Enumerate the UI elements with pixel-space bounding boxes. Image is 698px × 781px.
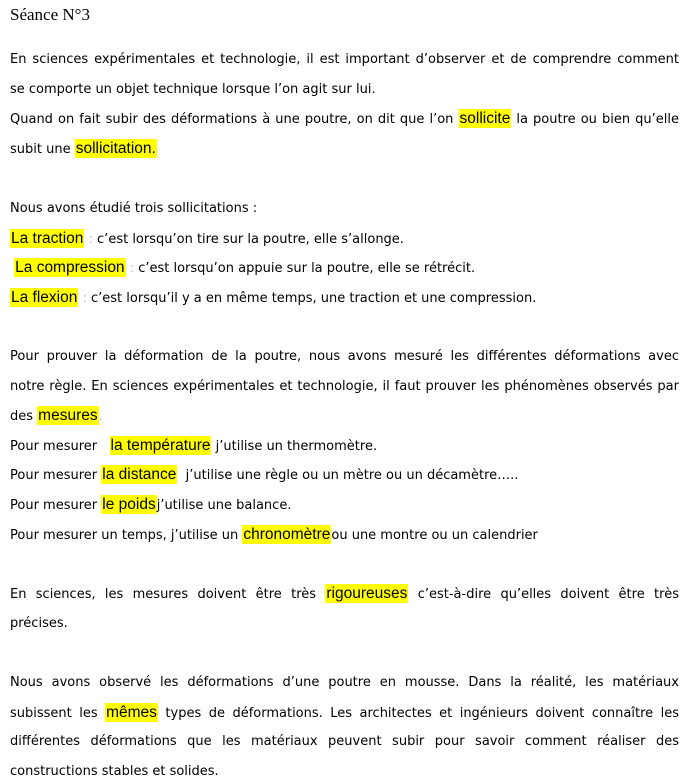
- measure-line: [10, 467, 518, 484]
- text-segment: Pour mesurer: [10, 468, 98, 483]
- definition-text: c’est lorsqu’il y a en même temps, une traction et une compression.: [86, 291, 537, 306]
- paragraph-line: Nous avons étudié trois sollicitations :: [10, 201, 258, 216]
- highlighted-term: chronomètre: [243, 526, 331, 543]
- text-segment: la poutre ou bien qu’elle: [516, 112, 679, 127]
- measure-line: [10, 438, 377, 455]
- separator: :: [125, 261, 135, 276]
- definition-text: c’est lorsqu’on appuie sur la poutre, elle se rétrécit.: [134, 261, 476, 276]
- paragraph-line: [10, 111, 679, 128]
- highlighted-term: rigoureuses: [326, 585, 408, 602]
- highlighted-term: mêmes: [106, 704, 157, 721]
- paragraph-line: Pour prouver la déformation de la poutre, nous avons mesuré les différentes déformations avec: [10, 349, 679, 364]
- text-segment: Quand on fait subir des déformations à une poutre, on dit que l’on: [10, 112, 454, 127]
- paragraph-line: En sciences expérimentales et technologie, il est important d’observer et de comprendre comment: [10, 52, 679, 67]
- text-segment: types de déformations. Les architectes et ingénieurs doivent connaître les: [165, 706, 679, 721]
- text-segment: j’utilise une règle ou un mètre ou un décamètre…..: [185, 468, 519, 483]
- text-segment: c’est-à-dire qu’elles doivent être très: [417, 587, 679, 602]
- definition-line: [10, 290, 536, 307]
- highlighted-term: la distance: [102, 466, 177, 483]
- measure-line: [10, 497, 291, 514]
- paragraph-line: [10, 141, 157, 158]
- paragraph-line: différentes déformations que les matériaux peuvent subir pour savoir comment réaliser des: [10, 734, 679, 749]
- text-segment: j’utilise un thermomètre.: [215, 439, 378, 454]
- text-segment: des: [10, 409, 34, 424]
- paragraph-line: [10, 408, 103, 425]
- highlighted-term: sollicitation.: [75, 140, 156, 157]
- paragraph-line: Nous avons observé les déformations d’une poutre en mousse. Dans la réalité, les matériaux: [10, 675, 679, 690]
- text-segment: ou une montre ou un calendrier: [331, 528, 538, 543]
- paragraph-line: [10, 586, 679, 603]
- paragraph-line: se comporte un objet technique lorsque l’on agit sur lui.: [10, 82, 376, 97]
- highlighted-term: sollicite: [459, 110, 511, 127]
- highlighted-term: La flexion: [11, 289, 78, 306]
- text-segment: Pour mesurer: [10, 439, 98, 454]
- text-segment: Pour mesurer: [10, 498, 98, 513]
- highlighted-term: le poids: [102, 496, 156, 513]
- text-segment: j’utilise une balance.: [156, 498, 292, 513]
- paragraph-line: précises.: [10, 616, 68, 631]
- text-segment: Pour mesurer un temps, j’utilise un: [10, 528, 239, 543]
- text-segment: .: [98, 409, 103, 424]
- definition-line: [10, 260, 475, 277]
- paragraph-line: notre règle. En sciences expérimentales et technologie, il faut prouver les phénomènes observés par: [10, 379, 679, 394]
- paragraph-line: [10, 705, 679, 722]
- paragraph-line: constructions stables et solides.: [10, 764, 219, 779]
- text-segment: En sciences, les mesures doivent être très: [10, 587, 317, 602]
- text-segment: subissent les: [10, 706, 98, 721]
- separator: :: [84, 232, 93, 247]
- definition-line: [10, 231, 404, 248]
- highlighted-term: la température: [110, 437, 211, 454]
- separator: :: [78, 291, 87, 306]
- text-segment: subit une: [10, 142, 71, 157]
- highlighted-term: La compression: [15, 259, 125, 276]
- highlighted-term: mesures: [38, 407, 98, 424]
- highlighted-term: La traction: [11, 230, 84, 247]
- measure-line: [10, 527, 538, 544]
- definition-text: c’est lorsqu’on tire sur la poutre, elle s’allonge.: [92, 232, 404, 247]
- page-title: Séance N°3: [10, 5, 90, 24]
